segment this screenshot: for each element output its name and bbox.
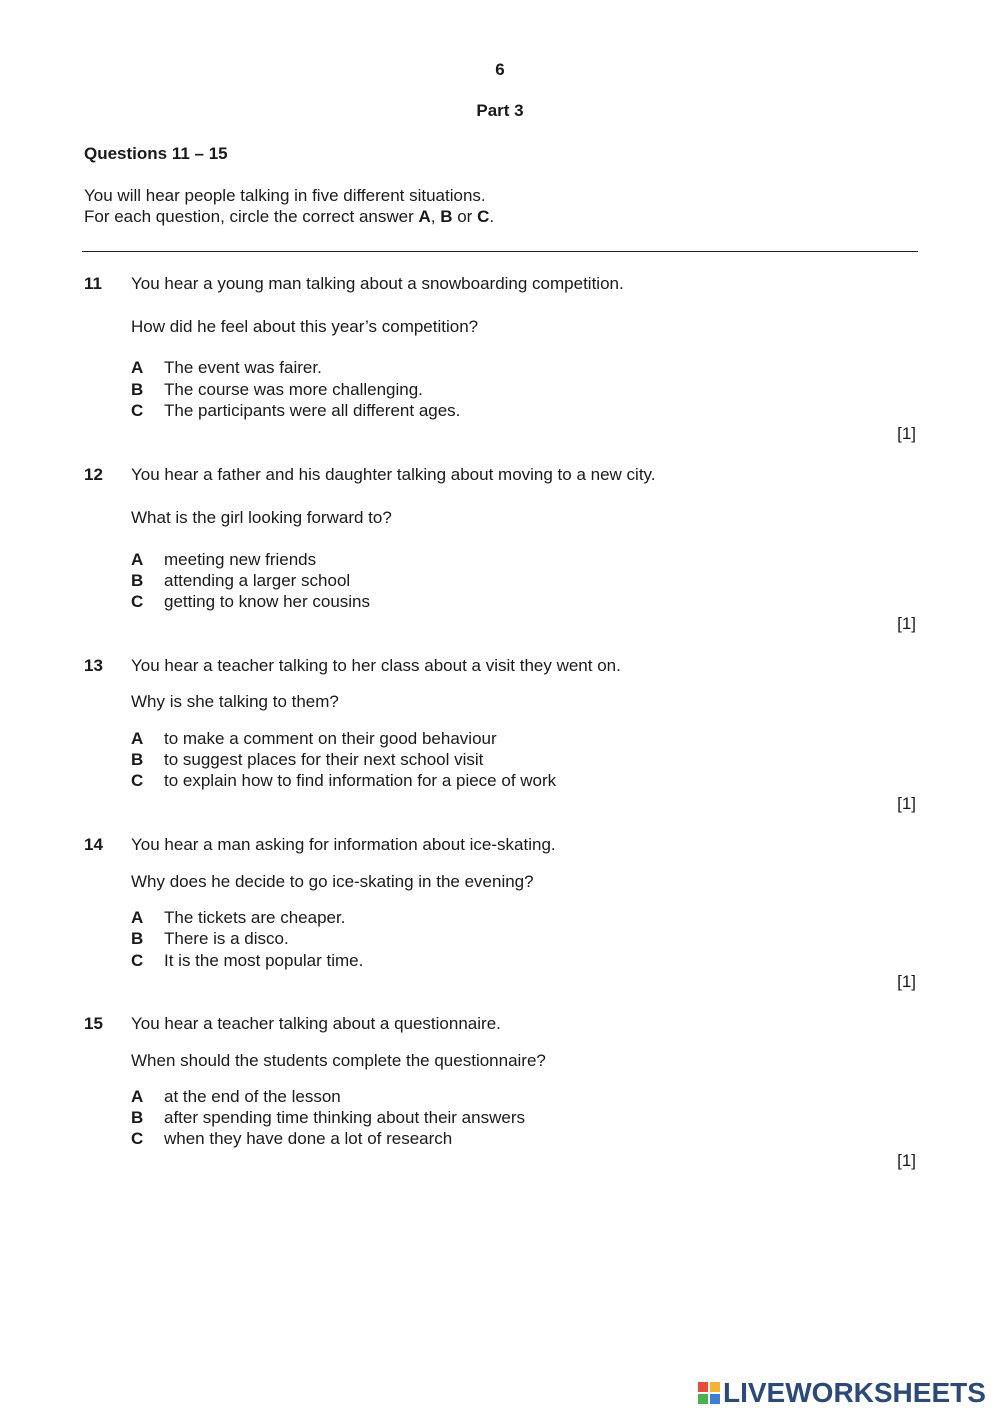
option-letter: A — [131, 550, 144, 569]
mark-14: [1] — [897, 972, 916, 991]
question-text: What is the girl looking forward to? — [131, 508, 392, 527]
question-context: You hear a young man talking about a snowboarding competition. — [131, 274, 624, 293]
option-text: It is the most popular time. — [164, 951, 364, 970]
question-number: 13 — [84, 656, 103, 675]
liveworksheets-logo — [698, 1377, 986, 1409]
option-letter: A — [131, 1087, 144, 1106]
logo-square — [698, 1394, 708, 1404]
logo-square — [698, 1382, 708, 1392]
logo-square — [710, 1394, 720, 1404]
option-11-a[interactable] — [0, 358, 1000, 379]
option-text: The tickets are cheaper. — [164, 908, 346, 927]
page-number: 6 — [495, 60, 505, 79]
option-text: The participants were all different ages. — [164, 401, 461, 420]
question-number: 15 — [84, 1014, 103, 1033]
option-letter: B — [131, 571, 144, 590]
option-12-c[interactable] — [0, 592, 1000, 613]
option-15-b[interactable] — [0, 1108, 1000, 1129]
mark-12: [1] — [897, 614, 916, 633]
option-11-b[interactable] — [0, 380, 1000, 401]
option-letter: B — [131, 1108, 144, 1127]
question-number: 11 — [84, 274, 102, 293]
option-text: There is a disco. — [164, 929, 289, 948]
option-text: at the end of the lesson — [164, 1087, 341, 1106]
option-13-b[interactable] — [0, 750, 1000, 771]
option-14-b[interactable] — [0, 929, 1000, 950]
question-text: Why is she talking to them? — [131, 692, 339, 711]
option-text: attending a larger school — [164, 571, 351, 590]
mark-15: [1] — [897, 1151, 916, 1170]
option-14-c[interactable] — [0, 951, 1000, 972]
questions-range: Questions 11 – 15 — [84, 144, 228, 163]
option-text: when they have done a lot of research — [164, 1129, 453, 1148]
instructions-line-2: For each question, circle the correct answer A, B or C. — [84, 207, 495, 226]
option-letter: B — [131, 380, 144, 399]
logo-square — [710, 1382, 720, 1392]
option-text: meeting new friends — [164, 550, 317, 569]
option-letter: B — [131, 929, 144, 948]
question-context: You hear a teacher talking about a questionnaire. — [131, 1014, 501, 1033]
option-letter: A — [131, 729, 144, 748]
question-text: Why does he decide to go ice-skating in the evening? — [131, 872, 534, 891]
option-letter: B — [131, 750, 144, 769]
option-letter: C — [131, 1129, 144, 1148]
option-15-c[interactable] — [0, 1129, 1000, 1150]
option-13-c[interactable] — [0, 771, 1000, 792]
option-text: to suggest places for their next school visit — [164, 750, 484, 769]
mark-13: [1] — [897, 794, 916, 813]
option-text: after spending time thinking about their answers — [164, 1108, 525, 1127]
question-context: You hear a father and his daughter talking about moving to a new city. — [131, 465, 656, 484]
option-12-b[interactable] — [0, 571, 1000, 592]
option-letter: A — [131, 358, 144, 377]
question-number: 12 — [84, 465, 103, 484]
question-context: You hear a man asking for information about ice-skating. — [131, 835, 556, 854]
mark-11: [1] — [897, 424, 916, 443]
option-text: to explain how to find information for a piece of work — [164, 771, 557, 790]
option-text: The event was fairer. — [164, 358, 322, 377]
option-text: The course was more challenging. — [164, 380, 423, 399]
option-13-a[interactable] — [0, 729, 1000, 750]
option-letter: C — [131, 951, 144, 970]
option-text: getting to know her cousins — [164, 592, 371, 611]
option-11-c[interactable] — [0, 401, 1000, 422]
option-15-a[interactable] — [0, 1087, 1000, 1108]
part-title: Part 3 — [476, 101, 524, 120]
option-letter: C — [131, 592, 144, 611]
question-context: You hear a teacher talking to her class about a visit they went on. — [131, 656, 621, 675]
question-text: When should the students complete the questionnaire? — [131, 1051, 546, 1070]
option-14-a[interactable] — [0, 908, 1000, 929]
instructions-line-1: You will hear people talking in five different situations. — [84, 186, 486, 205]
question-text: How did he feel about this year’s competition? — [131, 317, 479, 336]
option-letter: A — [131, 908, 144, 927]
option-letter: C — [131, 771, 144, 790]
logo-wordmark: LIVEWORKSHEETS — [723, 1377, 986, 1408]
option-letter: C — [131, 401, 144, 420]
option-text: to make a comment on their good behaviour — [164, 729, 497, 748]
divider — [82, 251, 918, 252]
question-number: 14 — [84, 835, 103, 854]
logo-mark-icon — [698, 1382, 720, 1404]
option-12-a[interactable] — [0, 550, 1000, 571]
